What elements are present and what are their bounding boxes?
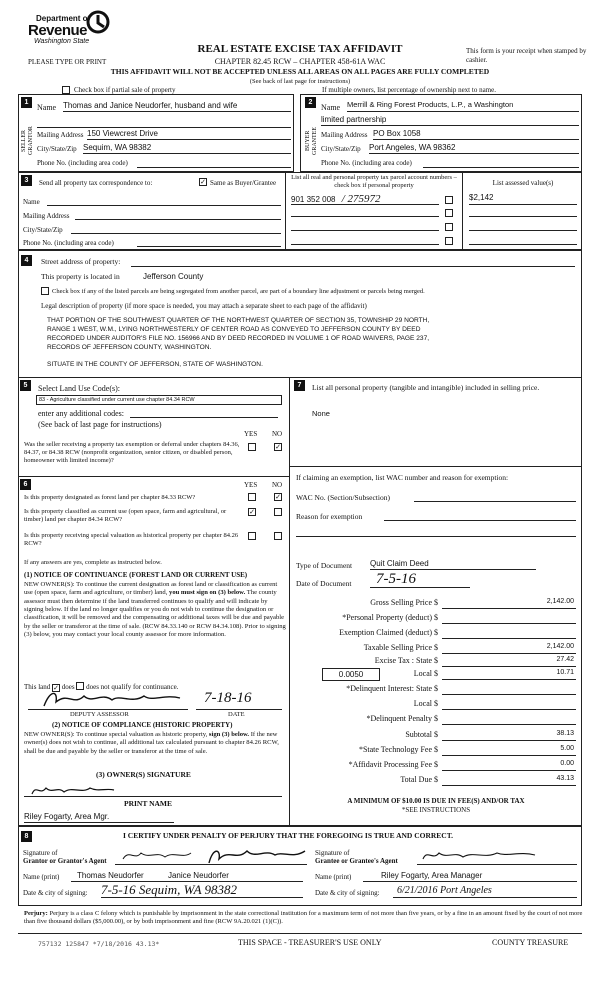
fee-row-delinquent-state [300,684,580,697]
reason-field-line2[interactable] [296,527,576,537]
total-currency: $ [434,775,438,784]
owner-print-name[interactable]: Riley Fogarty, Area Mgr. [24,812,174,823]
exemption-deferral-yes[interactable] [248,443,256,451]
perjury-label: Perjury: [24,910,48,917]
notice-continuance-body-c: The county assessor must then determine if the land transferred continues to qualify and will indicate by signing below. If the land no longer qualifies or you do not wish to continue the designation or classification, it will be removed and the compensating or additional taxes will be due and payable by the seller or transferor at the time of sale. (RCW 84.33.140 or RCW 84.34.108). Prior to signing (3) below, you may contact your local county assessor for more information. [24,589,286,639]
personal-label: *Personal Property (deduct) [342,613,432,622]
parcel-3-personal-checkbox[interactable] [445,223,453,231]
seller-mailing-field[interactable]: 150 Viewcrest Drive [87,129,291,140]
legal-description-label: Legal description of property (if more space is needed, you may attach a separate sheet to each page of the affidavit) [41,302,367,310]
grantee-date-city-label: Date & city of signing: [315,889,380,897]
street-address-label: Street address of property: [41,257,121,266]
county-treasurer-label: COUNTY TREASURE [492,938,569,947]
legal-description-line1: THAT PORTION OF THE SOUTHWEST QUARTER OF THE NORTHWEST QUARTER OF SECTION 35, TOWNSHIP 29 NORTH, [47,317,430,324]
assessor-signature-line[interactable] [28,709,188,710]
grantee-sig-label1: Signature of [315,849,350,857]
s5-no-header: NO [272,430,283,438]
see-instructions: *SEE INSTRUCTIONS [401,806,471,814]
dor-logo-icon [86,10,110,34]
seller-phone-label: Phone No. (including area code) [37,159,128,167]
owner-signature-title: (3) OWNER(S) SIGNATURE [96,770,191,779]
affidavit-fee-currency: $ [434,760,438,769]
exemption-label: If claiming an exemption, list WAC number and reason for exemption: [296,473,509,482]
subtotal-currency: $ [434,730,438,739]
grantor-signature-line[interactable] [115,864,307,865]
gross-label: Gross Selling Price [370,598,432,607]
delinquent-state-value[interactable] [442,684,576,695]
divider-5-6 [18,476,290,477]
seller-name-line2[interactable] [37,117,291,128]
parcel-number-1-value: 901 352 008 [291,195,336,204]
parcel-number-3[interactable] [291,221,439,231]
parcel-2-personal-checkbox[interactable] [445,209,453,217]
current-use-no[interactable] [274,508,282,516]
logo-dept-line3: Washington State [34,38,90,45]
seller-side-label: SELLER GRANTOR [21,126,34,156]
segregated-label: Check box if any of the listed parcels are being segregated from another parcel, are part of a boundary line adjustment or parcels being merged. [52,288,425,295]
dor-logo [28,8,138,50]
reason-field[interactable] [384,511,576,521]
grantee-name-field[interactable]: Riley Fogarty, Area Manager [363,871,577,882]
penalty-label: *Delinquent Penalty [366,714,432,723]
buyer-mailing-field[interactable]: PO Box 1058 [373,129,579,140]
fee-row-taxable [300,643,580,656]
parcel-number-2[interactable] [291,207,439,217]
section-number-2: 2 [305,97,316,108]
buyer-city-field[interactable]: Port Angeles, WA 98362 [369,143,579,154]
notice-compliance-body-c: If the new owner(s) does not wish to continue, all additional tax calculated pursuant to chapter 84.26 RCW, shall be due and payable by the seller or transferor at the time of sale. [24,731,279,755]
section-number-1: 1 [21,97,32,108]
section-correspondence [18,172,582,250]
qualify-label: qualify for continuance. [111,683,179,691]
land-use-label: Select Land Use Code(s): [38,384,120,393]
excise-local-value[interactable]: 10.71 [442,669,576,680]
delinquent-local-value[interactable] [442,699,576,710]
parcel-number-1[interactable] [291,193,439,205]
corr-phone-field[interactable] [137,237,281,247]
local-rate-box[interactable]: 0.0050 [322,668,380,681]
current-use-question: Is this property classified as current use (open space, farm and agricultural, or timber) land per chapter 84.34 RCW? [24,508,227,524]
land-use-select[interactable]: 83 - Agriculture classified under current use chapter 84.34 RCW [36,395,282,405]
excise-state-currency: $ [434,656,438,665]
taxable-value[interactable]: 2,142.00 [442,643,576,654]
section-number-8: 8 [21,831,32,842]
total-label: Total Due [400,775,432,784]
warning-line: THIS AFFIDAVIT WILL NOT BE ACCEPTED UNLESS ALL AREAS ON ALL PAGES ARE FULLY COMPLETED [110,67,490,76]
partial-sale-label: Check box if partial sale of property [74,86,176,94]
parcel-1-personal-checkbox[interactable] [445,196,453,204]
treasurer-stamp: 757132 125847 *7/18/2016 43.13* [38,940,160,948]
grantee-signature-line[interactable] [417,864,577,865]
same-as-buyer-label: Same as Buyer/Grantee [210,179,277,187]
s6-no-header: NO [272,481,283,489]
exemption-currency: $ [434,628,438,637]
section-number-4: 4 [21,255,32,266]
notice-compliance-body [24,731,286,756]
legal-description-line4: RECORDS OF JEFFERSON COUNTY, WASHINGTON. [47,344,212,351]
fee-row-total [300,775,580,788]
same-as-buyer-checkbox[interactable]: ✓ [200,178,206,186]
street-address-field[interactable] [131,256,575,267]
section-number-5: 5 [20,380,31,391]
corr-name-label: Name [23,198,40,206]
grantor-name-2: Janice Neudorfer [167,871,229,880]
receipt-note: This form is your receipt when stamped by cashier. [466,47,587,65]
delinquent-state-label: *Delinquent Interest: State [346,684,432,693]
situate-line: SITUATE IN THE COUNTY OF JEFFERSON, STATE OF WASHINGTON. [47,361,263,368]
excise-state-label: Excise Tax : State [374,656,432,665]
fee-row-personal [300,613,580,626]
perjury-text: Perjury is a class C felony which is punishable by imprisonment in the state correctional institution for a maximum term of not more than five years, or by a fine in an amount fixed by the court of not more than five thousand dollars ($5,000.00), or by both imprisonment and fine (RCW 9A.20.021 (1)(C)). [24,910,583,926]
delinquent-local-label: Local [413,699,432,708]
gross-currency: $ [434,598,438,607]
fee-row-delinquent-local [300,699,580,712]
send-correspondence-label: Send all property tax correspondence to: [39,179,153,187]
section-seller [18,94,294,172]
grantor-date-city-field[interactable]: 7-5-16 Sequim, WA 98382 [101,883,303,898]
assessed-header: List assessed value(s) [492,179,554,187]
fee-row-affidavit-fee [300,760,580,773]
exemption-value[interactable] [442,628,576,639]
section-number-7: 7 [294,380,305,391]
grantee-date-city-field[interactable]: 6/21/2016 Port Angeles [393,884,577,898]
grantee-name-label: Name (print) [315,873,352,881]
segregated-checkbox[interactable] [41,287,49,295]
notice-compliance-body-a: NEW OWNER(S): To continue special valuation as historic property, [24,731,208,738]
buyer-name-field-line2[interactable]: limited partnership [321,115,579,126]
certify-statement: I CERTIFY UNDER PENALTY OF PERJURY THAT THE FOREGOING IS TRUE AND CORRECT. [123,831,454,840]
personal-value[interactable] [442,613,576,624]
seller-mailing-label: Mailing Address [37,131,84,139]
assessor-date-line[interactable] [196,709,282,710]
grantee-sig-label2: Grantee or Grantee's Agent [315,857,398,866]
buyer-phone-label: Phone No. (including area code) [321,159,412,167]
doc-date-label: Date of Document [296,579,352,588]
seller-name-label: Name [37,103,57,112]
buyer-mailing-label: Mailing Address [321,131,368,139]
parcel-number-1-handwritten: / 275972 [341,193,381,205]
additional-codes-field[interactable] [130,409,278,418]
notice-continuance-body-b: you must sign on (3) below. [169,589,246,597]
corr-mailing-label: Mailing Address [23,212,70,220]
forest-land-yes[interactable] [248,493,256,501]
owner-signature-line[interactable] [24,796,282,797]
perjury-statement [24,910,584,927]
section-number-6: 6 [20,479,31,490]
buyer-city-label: City/State/Zip [321,145,361,153]
does-not-label: does not [86,683,110,691]
form-chapter: CHAPTER 82.45 RCW – CHAPTER 458-61A WAC [214,57,386,66]
reason-label: Reason for exemption [296,512,363,521]
exemption-deferral-question: Was the seller receiving a property tax exemption or deferral under chapters 84.36, 84.37, or 84.38 RCW (nonprofit organization, senior citizen, or disabled person, homeowner with limited income)? [24,441,240,465]
fee-row-excise-local [300,669,580,682]
seller-city-field[interactable]: Sequim, WA 98382 [83,143,291,154]
s5-yes-header: YES [244,430,258,438]
notice-compliance-title: (2) NOTICE OF COMPLIANCE (HISTORIC PROPERTY) [52,721,233,729]
corr-name-field[interactable] [47,196,281,206]
buyer-side-label: BUYER GRANTEE [305,127,318,155]
notice-continuance-body [24,581,286,640]
partial-sale-checkbox[interactable] [62,86,70,94]
parcel-4-personal-checkbox[interactable] [445,237,453,245]
personal-property-value[interactable]: None [312,409,330,418]
please-type: PLEASE TYPE OR PRINT [28,58,107,66]
seller-phone-field[interactable] [137,157,291,168]
grantee-sig-label [315,849,398,866]
section5-see-back: (See back of last page for instructions) [38,420,162,429]
treasurer-use-label: THIS SPACE - TREASURER'S USE ONLY [238,938,382,947]
exemption-deferral-no[interactable]: ✓ [275,443,281,451]
delinquent-local-currency: $ [434,699,438,708]
parcel-header: List all real and personal property tax parcel account numbers – check box if personal property [291,174,457,189]
print-name-label: PRINT NAME [124,799,172,808]
multiple-owners-note: If multiple owners, list percentage of ownership next to name. [322,86,496,94]
buyer-name-field[interactable]: Merrill & Ring Forest Products, L.P., a Washington [347,101,579,112]
current-use-yes[interactable]: ✓ [249,508,255,516]
grantee-signature [419,847,539,863]
corr-mailing-field[interactable] [75,210,281,220]
county-value[interactable]: Jefferson County [143,272,204,281]
buyer-phone-field[interactable] [423,157,579,168]
fee-row-gross [300,598,580,611]
doc-type-field[interactable]: Quit Claim Deed [370,559,536,570]
notice-continuance-body-a: NEW OWNER(S): To continue the current designation as forest land or classification as current use (open space, farm and agriculture, or timber) land, [24,581,278,597]
logo-dept-line1: Department of [36,14,91,23]
assessor-date-label: DATE [228,711,245,718]
fee-row-penalty [300,714,580,727]
excise-local-label: Local [413,669,432,678]
tech-fee-currency: $ [434,745,438,754]
historic-no[interactable] [274,532,282,540]
wac-field[interactable] [414,492,576,502]
divider-7 [290,466,582,467]
delinquent-state-currency: $ [434,684,438,693]
assessed-value-2[interactable] [469,207,577,217]
personal-currency: $ [434,613,438,622]
seller-city-label: City/State/Zip [37,145,77,153]
affidavit-fee-label: *Affidavit Processing Fee [348,760,432,769]
fee-row-subtotal [300,730,580,743]
s6-yes-header: YES [244,481,258,489]
additional-codes-label: enter any additional codes: [38,409,124,418]
form-title: REAL ESTATE EXCISE TAX AFFIDAVIT [197,43,403,55]
grantor-name-label: Name (print) [23,873,60,881]
see-back-note: (See back of last page for instructions) [249,78,351,85]
does-label: does [61,683,75,691]
section-certification [18,826,582,906]
excise-state-value[interactable]: 27.42 [442,656,576,667]
notice-compliance-body-b: sign (3) below. [208,731,250,738]
forest-land-no[interactable]: ✓ [275,493,281,501]
historic-yes[interactable] [248,532,256,540]
corr-phone-label: Phone No. (including area code) [23,239,114,247]
taxable-label: Taxable Selling Price [363,643,432,652]
grantor-sig-label [23,849,107,866]
subtotal-label: Subtotal [405,730,432,739]
grantor-name-1: Thomas Neudorfer [77,871,144,880]
forest-land-question: Is this property designated as forest land per chapter 84.33 RCW? [24,494,196,501]
doc-type-label: Type of Document [296,561,353,570]
wac-label: WAC No. (Section/Subsection) [296,493,390,502]
logo-dept-line2: Revenue [28,22,88,39]
total-value[interactable]: 43.13 [442,775,576,786]
any-yes-note: If any answers are yes, complete as instructed below. [24,559,162,566]
does-checkbox[interactable]: ✓ [53,684,59,692]
grantor-sig-label1: Signature of [23,849,58,857]
deputy-assessor-label: DEPUTY ASSESSOR [70,711,129,718]
subtotal-value[interactable]: 38.13 [442,730,576,741]
buyer-name-label: Name [321,103,341,112]
assessed-value-4[interactable] [469,235,577,245]
excise-local-currency: $ [434,669,438,678]
minimum-note: A MINIMUM OF $10.00 IS DUE IN FEE(S) AND/OR TAX [347,797,525,805]
assessor-date[interactable]: 7-18-16 [204,690,252,706]
grantor-sig-label2: Grantor or Grantor's Agent [23,857,107,866]
corr-city-label: City/State/Zip [23,226,63,234]
grantor-name-field[interactable] [71,871,303,882]
section-property [18,250,582,378]
grantor-date-city-label: Date & city of signing: [23,889,88,897]
legal-description-line3: RECORDED UNDER AUDITOR'S FILE NO. 156966 AND BY DEED RECORDED IN VOLUME 1 OF ROAD WAIVERS, PAGE 237, [47,335,430,342]
penalty-currency: $ [434,714,438,723]
treasurer-divider [18,933,582,934]
section-buyer [300,94,582,172]
located-in-label: This property is located in [41,272,120,281]
personal-property-label: List all personal property (tangible and intangible) included in selling price. [312,383,540,392]
doc-date-field[interactable]: 7-5-16 [370,572,470,588]
tech-fee-label: *State Technology Fee [358,745,432,754]
assessor-signature [40,688,190,710]
section-number-3: 3 [21,175,32,186]
affidavit-fee-value[interactable]: 0.00 [442,760,576,771]
gross-value[interactable]: 2,142.00 [442,598,576,609]
exemption-claimed-label: Exemption Claimed (deduct) [339,628,432,637]
fee-row-exemption [300,628,580,641]
penalty-value[interactable] [442,714,576,725]
parcel-number-4[interactable] [291,235,439,245]
historic-question: Is this property receiving special valuation as historical property per chapter 84.26 RCW? [24,532,239,548]
tech-fee-value[interactable]: 5.00 [442,745,576,756]
taxable-currency: $ [434,643,438,652]
seller-name-field[interactable]: Thomas and Janice Neudorfer, husband and wife [63,101,291,112]
assessed-value-1[interactable]: $2,142 [469,193,577,205]
fee-row-tech-fee [300,745,580,758]
assessed-value-3[interactable] [469,221,577,231]
legal-description-line2: RANGE 1 WEST, W.M., LYING NORTHWESTERLY OF CENTER ROAD AS CONVEYED TO JEFFERSON COUNTY BY DEED [47,326,421,333]
this-land-label: This land [24,683,51,691]
corr-city-field[interactable] [71,224,281,234]
notice-continuance-title: (1) NOTICE OF CONTINUANCE (FOREST LAND OR CURRENT USE) [24,571,248,579]
